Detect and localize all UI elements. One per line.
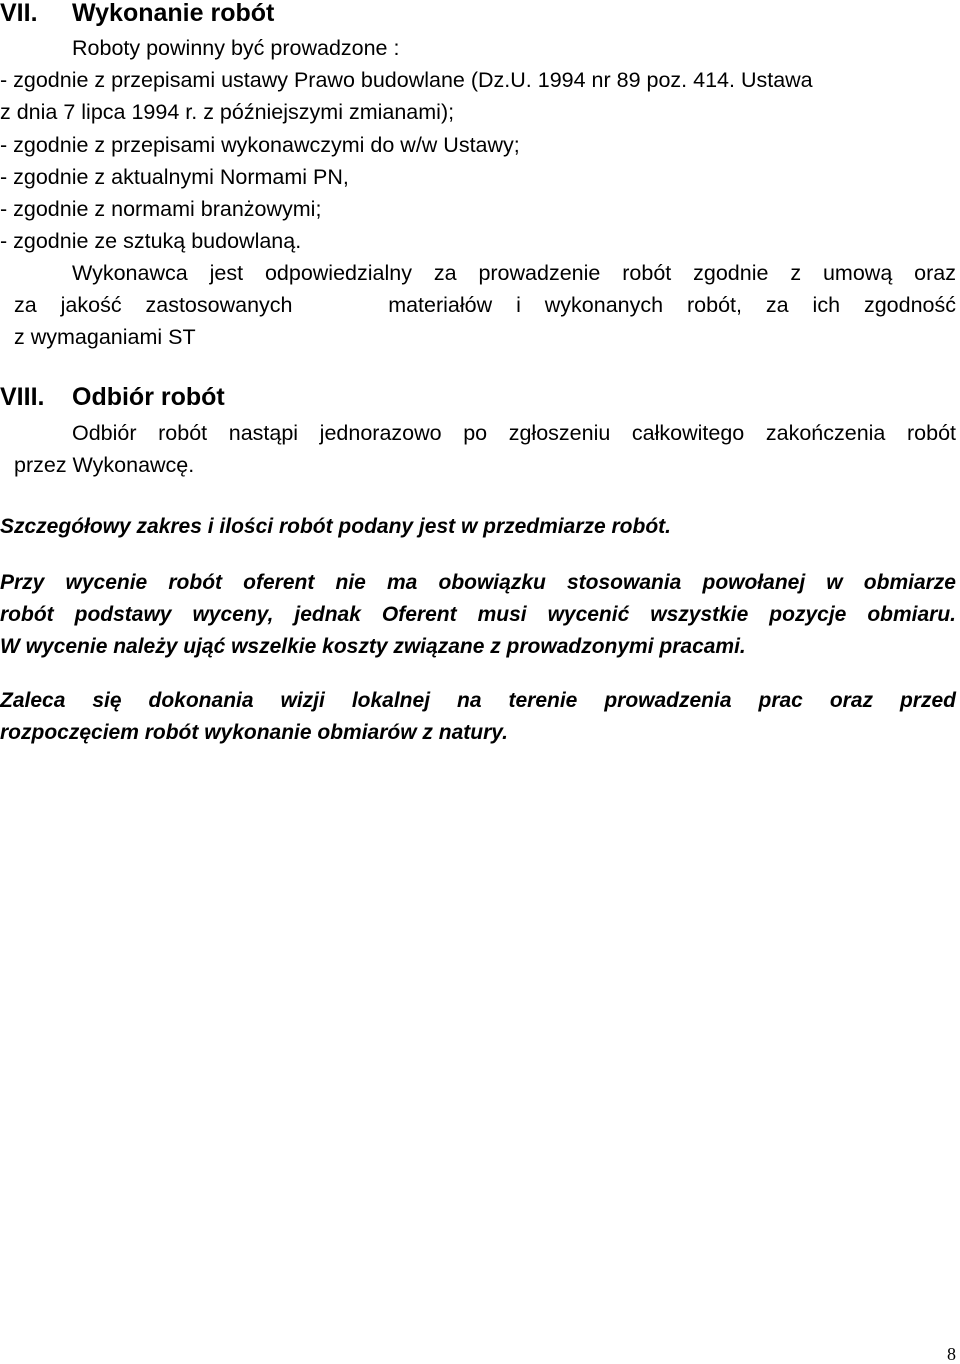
section-7-heading (0, 0, 400, 28)
list-line: - zgodnie z przepisami wykonawczymi do w/w Ustawy; (0, 133, 520, 157)
section-8-text-line: Odbiór robót nastąpi jednorazowo po zgłoszeniu całkowitego zakończenia robót (72, 421, 956, 445)
section-8-heading (0, 382, 400, 412)
pricing-note-line: W wycenie należy ująć wszelkie koszty związane z prowadzonymi pracami. (0, 635, 746, 658)
pricing-note-line: Przy wycenie robót oferent nie ma obowiązku stosowania powołanej w obmiarze (0, 571, 956, 594)
section-8-title: Odbiór robót (72, 383, 225, 411)
section-7-number: VII. (0, 0, 38, 27)
section-7-intro: Roboty powinny być prowadzone : (72, 36, 400, 60)
list-line: - zgodnie z normami branżowymi; (0, 197, 322, 221)
section-7-title: Wykonanie robót (72, 0, 275, 27)
pricing-note-line: robót podstawy wyceny, jednak Oferent musi wycenić wszystkie pozycje obmiaru. (0, 603, 956, 626)
section-8-text-line: przez Wykonawcę. (14, 453, 195, 477)
page-number: 8 (947, 1344, 956, 1364)
list-line: - zgodnie ze sztuką budowlaną. (0, 229, 302, 253)
site-visit-note-line: rozpoczęciem robót wykonanie obmiarów z natury. (0, 721, 508, 744)
list-line: - zgodnie z aktualnymi Normami PN, (0, 165, 349, 189)
responsibility-line: Wykonawca jest odpowiedzialny za prowadzenie robót zgodnie z umową oraz (72, 261, 956, 285)
section-8-number: VIII. (0, 383, 45, 411)
site-visit-note-line: Zaleca się dokonania wizji lokalnej na terenie prowadzenia prac oraz przed (0, 689, 956, 712)
responsibility-line: za jakość zastosowanych materiałów i wykonanych robót, za ich zgodność (14, 293, 956, 317)
scope-note: Szczegółowy zakres i ilości robót podany jest w przedmiarze robót. (0, 515, 671, 538)
responsibility-line: z wymaganiami ST (14, 325, 196, 349)
list-line: - zgodnie z przepisami ustawy Prawo budowlane (Dz.U. 1994 nr 89 poz. 414. Ustawa (0, 68, 813, 92)
list-line: z dnia 7 lipca 1994 r. z późniejszymi zmianami); (0, 100, 455, 124)
